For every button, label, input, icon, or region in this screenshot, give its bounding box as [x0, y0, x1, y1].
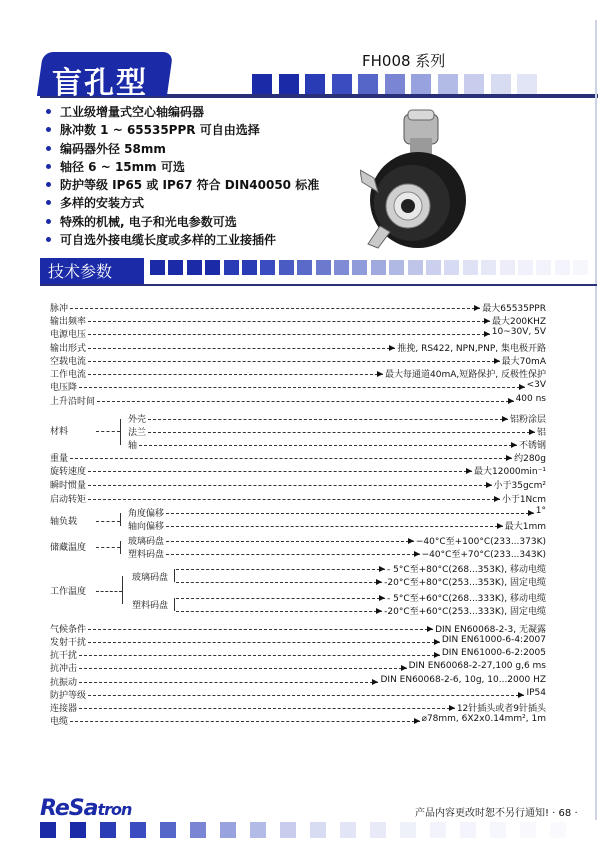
- decor-square: [536, 260, 551, 275]
- leader-arrow: [414, 551, 420, 557]
- spec-value: 最大1mm: [504, 522, 546, 532]
- feature-item: 防护等级 IP65 或 IP67 符合 DIN40050 标准: [40, 176, 319, 194]
- leader-arrow: [427, 626, 433, 632]
- leader-line: [96, 591, 122, 592]
- spec-value: 铝粉涂层: [509, 415, 546, 425]
- leader-arrow: [414, 718, 420, 724]
- decor-square: [70, 822, 86, 838]
- bullet-icon: [46, 127, 51, 132]
- brand-logo: ReSatron: [40, 796, 132, 821]
- spec-value: 小于1Ncm: [501, 495, 546, 505]
- spec-label: 启动转矩: [50, 495, 87, 505]
- leader-arrow: [376, 579, 382, 585]
- spec-value: DIN EN61000-6-2:2005: [441, 648, 546, 658]
- spec-label: 旋转速度: [50, 467, 87, 477]
- spec-label: 输出形式: [50, 344, 87, 354]
- leader-line: [176, 582, 382, 583]
- leader-line: [139, 445, 517, 446]
- leader-arrow: [372, 679, 378, 685]
- leader-arrow: [434, 652, 440, 658]
- spec-label: 重量: [50, 454, 69, 464]
- group-brace: [174, 598, 175, 611]
- leader-arrow: [511, 442, 517, 448]
- leader-line: [70, 458, 512, 459]
- leader-arrow: [376, 608, 382, 614]
- decor-square: [190, 822, 206, 838]
- decor-square: [500, 260, 515, 275]
- right-frame-line: [595, 20, 597, 820]
- decor-square: [517, 74, 537, 94]
- leader-line: [79, 655, 440, 656]
- encoder-product-image: [360, 108, 475, 253]
- decor-square: [426, 260, 441, 275]
- spec-label: 电源电压: [50, 330, 87, 340]
- spec-value: - 5°C至+60°C(268...333K), 移动电缆: [387, 594, 546, 604]
- bullet-icon: [46, 109, 51, 114]
- spec-label: 脉冲: [50, 304, 69, 314]
- decor-square: [40, 822, 56, 838]
- decor-square: [518, 260, 533, 275]
- spec-sub-label: 法兰: [128, 428, 147, 438]
- leader-line: [166, 526, 503, 527]
- page-title: 盲孔型: [52, 66, 148, 101]
- leader-line: [79, 668, 407, 669]
- decor-square: [550, 822, 566, 838]
- spec-sub-label: 轴向偏移: [128, 522, 165, 532]
- leader-line: [166, 541, 414, 542]
- section-underline: [40, 284, 597, 286]
- leader-line: [148, 432, 535, 433]
- spec-value: IP54: [526, 688, 546, 698]
- leader-line: [88, 321, 490, 322]
- spec-label: 抗振动: [50, 678, 78, 688]
- decor-square: [490, 822, 506, 838]
- spec-value: -20°C至+80°C(253...353K), 固定电缆: [384, 578, 546, 588]
- bullet-icon: [46, 182, 51, 187]
- decor-square: [280, 822, 296, 838]
- decor-square: [371, 260, 386, 275]
- leader-line: [88, 499, 500, 500]
- leader-line: [88, 334, 490, 335]
- decor-square: [400, 822, 416, 838]
- leader-arrow: [484, 318, 490, 324]
- leader-line: [166, 513, 534, 514]
- decor-square: [444, 260, 459, 275]
- spec-value: 10~30V, 5V: [491, 327, 546, 337]
- leader-arrow: [474, 305, 480, 311]
- spec-sub-label: 外壳: [128, 415, 147, 425]
- decor-square: [460, 822, 476, 838]
- decor-square: [242, 260, 257, 275]
- spec-label: 电缆: [50, 717, 69, 727]
- spec-label: 材料: [50, 427, 69, 437]
- decor-square: [279, 260, 294, 275]
- spec-label: 发射干扰: [50, 638, 87, 648]
- group-brace: [120, 419, 121, 445]
- decor-square: [352, 260, 367, 275]
- leader-arrow: [486, 482, 492, 488]
- spec-value: 推挽, RS422, NPN,PNP, 集电极开路: [397, 344, 546, 354]
- spec-value: 最大12000min⁻¹: [474, 467, 546, 477]
- spec-sub-label: 玻璃码盘: [132, 573, 169, 583]
- decor-square: [168, 260, 183, 275]
- feature-item: 工业级增量式空心轴编码器: [40, 103, 319, 121]
- decor-square: [385, 74, 405, 94]
- spec-label: 轴负载: [50, 517, 78, 527]
- spec-value: 最大200KHZ: [491, 317, 546, 327]
- leader-arrow: [519, 384, 525, 390]
- spec-label: 瞬时惯量: [50, 481, 87, 491]
- spec-value: 1°: [535, 506, 546, 516]
- bullet-icon: [46, 200, 51, 205]
- bullet-icon: [46, 146, 51, 151]
- spec-value: −40°C至+70°C(233...343K): [421, 550, 546, 560]
- leader-arrow: [494, 358, 500, 364]
- spec-value: 12针插头或者9针插头: [456, 704, 546, 714]
- spec-label: 连接器: [50, 704, 78, 714]
- footer-note: 产品内容更改时恕不另行通知! · 68 ·: [415, 808, 578, 819]
- leader-line: [70, 308, 480, 309]
- decor-square: [463, 260, 478, 275]
- leader-arrow: [528, 510, 534, 516]
- spec-value: DIN EN60068-2-6, 10g, 10...2000 HZ: [380, 675, 546, 685]
- leader-line: [88, 642, 440, 643]
- leader-line: [79, 387, 525, 388]
- decor-square: [187, 260, 202, 275]
- decor-square: [220, 822, 236, 838]
- spec-label: 工作温度: [50, 587, 87, 597]
- leader-arrow: [497, 523, 503, 529]
- leader-arrow: [379, 566, 385, 572]
- spec-label: 气候条件: [50, 625, 87, 635]
- spec-value: ⌀78mm, 6X2x0.14mm², 1m: [421, 714, 546, 724]
- spec-sub-label: 塑料码盘: [132, 601, 169, 611]
- leader-line: [88, 485, 491, 486]
- decor-square: [100, 822, 116, 838]
- leader-line: [96, 431, 120, 432]
- feature-item: 特殊的机械, 电子和光电参数可选: [40, 213, 319, 231]
- spec-value: 最大每通道40mA,短路保护, 反极性保护: [385, 370, 546, 380]
- spec-value: 最大65535PPR: [482, 304, 546, 314]
- leader-arrow: [484, 331, 490, 337]
- spec-label: 防护等级: [50, 691, 87, 701]
- leader-arrow: [408, 538, 414, 544]
- group-brace: [122, 576, 123, 604]
- leader-arrow: [502, 416, 508, 422]
- leader-line: [88, 629, 433, 630]
- feature-item: 轴径 6 ~ 15mm 可选: [40, 158, 319, 176]
- decor-square: [305, 74, 325, 94]
- spec-label: 上升沿时间: [50, 397, 96, 407]
- leader-arrow: [529, 429, 535, 435]
- spec-label: 抗干扰: [50, 651, 78, 661]
- leader-arrow: [494, 496, 500, 502]
- bullet-icon: [46, 164, 51, 169]
- spec-label: 空载电流: [50, 357, 87, 367]
- leader-line: [88, 348, 395, 349]
- leader-arrow: [434, 639, 440, 645]
- decor-square: [491, 74, 511, 94]
- decor-square: [260, 260, 275, 275]
- decor-square: [332, 74, 352, 94]
- feature-list: [40, 103, 319, 249]
- decor-square: [555, 260, 570, 275]
- leader-line: [70, 721, 420, 722]
- leader-line: [88, 361, 500, 362]
- decor-square: [130, 822, 146, 838]
- leader-line: [88, 374, 383, 375]
- leader-arrow: [389, 345, 395, 351]
- decor-square: [370, 822, 386, 838]
- decor-square: [279, 74, 299, 94]
- leader-line: [148, 419, 508, 420]
- decor-square: [316, 260, 331, 275]
- decor-square: [297, 260, 312, 275]
- group-brace: [174, 569, 175, 582]
- decor-square: [573, 260, 588, 275]
- spec-value: 约280g: [514, 454, 546, 464]
- decor-square: [205, 260, 220, 275]
- decor-square: [430, 822, 446, 838]
- spec-sub-label: 玻璃码盘: [128, 537, 165, 547]
- bullet-icon: [46, 219, 51, 224]
- leader-arrow: [518, 692, 524, 698]
- spec-value: 最大70mA: [501, 357, 546, 367]
- spec-sub-label: 轴: [128, 441, 138, 451]
- spec-label: 储藏温度: [50, 543, 87, 553]
- feature-item: 多样的安装方式: [40, 194, 319, 212]
- leader-line: [96, 521, 120, 522]
- leader-arrow: [379, 595, 385, 601]
- decor-square: [520, 822, 536, 838]
- leader-line: [176, 598, 385, 599]
- spec-value: DIN EN61000-6-4:2007: [441, 635, 546, 645]
- decor-square: [411, 74, 431, 94]
- decor-square: [389, 260, 404, 275]
- leader-line: [176, 611, 382, 612]
- decor-square: [150, 260, 165, 275]
- leader-arrow: [401, 665, 407, 671]
- decor-square: [438, 74, 458, 94]
- spec-label: 输出频率: [50, 317, 87, 327]
- series-label: FH008 系列: [362, 52, 446, 70]
- spec-sub-label: 塑料码盘: [128, 550, 165, 560]
- decor-square: [224, 260, 239, 275]
- feature-item: 编码器外径 58mm: [40, 140, 319, 158]
- feature-item: 脉冲数 1 ~ 65535PPR 可自由选择: [40, 121, 319, 139]
- decor-square: [481, 260, 496, 275]
- spec-value: DIN EN60068-2-3, 无凝露: [435, 625, 546, 635]
- feature-item: 可自选外接电缆长度或多样的工业接插件: [40, 231, 319, 249]
- decor-square: [252, 74, 272, 94]
- decor-square: [310, 822, 326, 838]
- leader-line: [97, 401, 514, 402]
- section-title: 技术参数: [48, 262, 113, 281]
- leader-arrow: [508, 398, 514, 404]
- leader-line: [96, 547, 120, 548]
- decor-square: [408, 260, 423, 275]
- spec-value: 小于35gcm²: [493, 481, 546, 491]
- bullet-icon: [46, 237, 51, 242]
- group-brace: [120, 541, 121, 554]
- decor-square: [358, 74, 378, 94]
- spec-label: 抗冲击: [50, 664, 78, 674]
- spec-value: −40°C至+100°C(233...373K): [415, 537, 546, 547]
- leader-line: [88, 471, 472, 472]
- leader-line: [166, 554, 420, 555]
- leader-line: [79, 708, 455, 709]
- spec-value: -20°C至+60°C(253...333K), 固定电缆: [384, 607, 546, 617]
- spec-label: 电压降: [50, 383, 78, 393]
- spec-label: 工作电流: [50, 370, 87, 380]
- decor-square: [464, 74, 484, 94]
- leader-arrow: [449, 705, 455, 711]
- leader-line: [88, 695, 524, 696]
- leader-arrow: [377, 371, 383, 377]
- leader-line: [176, 569, 385, 570]
- leader-arrow: [466, 468, 472, 474]
- decor-square: [334, 260, 349, 275]
- decor-square: [160, 822, 176, 838]
- spec-value: <3V: [526, 380, 546, 390]
- decor-square: [250, 822, 266, 838]
- spec-value: 不锈钢: [518, 441, 546, 451]
- spec-value: 400 ns: [515, 394, 546, 404]
- decor-square: [340, 822, 356, 838]
- leader-line: [79, 682, 378, 683]
- spec-sub-label: 角度偏移: [128, 509, 165, 519]
- spec-value: 铝: [536, 428, 546, 438]
- spec-value: - 5°C至+80°C(268...353K), 移动电缆: [387, 565, 546, 575]
- leader-arrow: [506, 455, 512, 461]
- spec-value: DIN EN60068-2-27,100 g,6 ms: [408, 661, 546, 671]
- group-brace: [120, 513, 121, 526]
